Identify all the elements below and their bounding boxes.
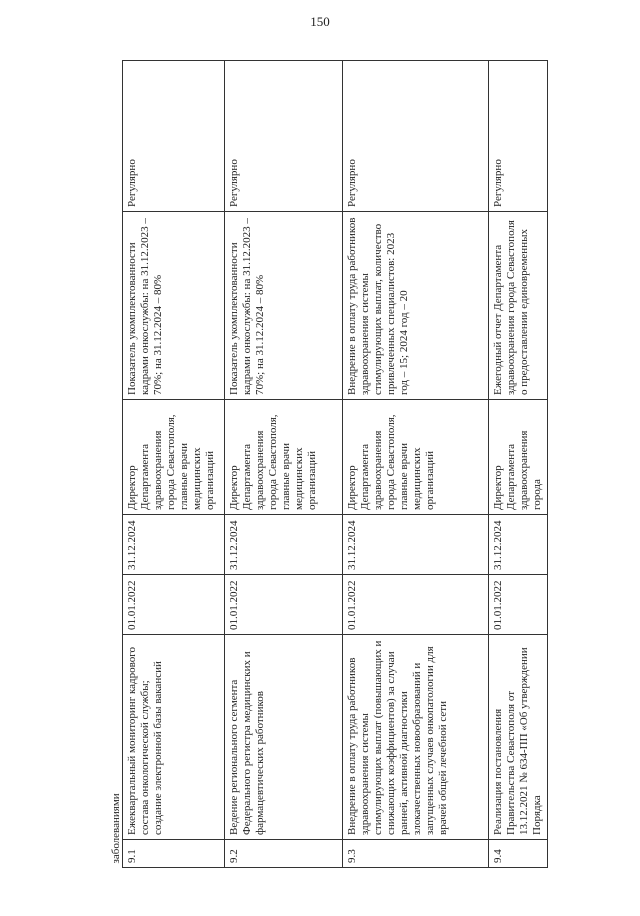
- periodicity: Регулярно: [123, 61, 225, 212]
- start-date: 01.01.2022: [489, 575, 548, 635]
- responsible: Директор Департамента здравоохранения города: [489, 400, 548, 515]
- responsible: Директор Департамента здравоохранения города Севастополя, главные врачи медицинских организаций: [123, 400, 225, 515]
- row-number: 9.4: [489, 840, 548, 868]
- activity-name: Ежеквартальный мониторинг кадрового состава онкологической службы; создание электронной базы вакансий: [123, 635, 225, 840]
- periodicity: Регулярно: [343, 61, 489, 212]
- result: Показатель укомплектованности кадрами онкослужбы: на 31.12.2023 – 70%; на 31.12.2024 – 80%: [225, 212, 343, 400]
- result: Показатель укомплектованности кадрами онкослужбы: на 31.12.2023 – 70%; на 31.12.2024 – 80%: [123, 212, 225, 400]
- periodicity: Регулярно: [489, 61, 548, 212]
- result: Внедрение в оплату труда работников здравоохранения системы стимулирующих выплат, количество привлеченных специалистов: 2023 год – 15; 2024 год – 20: [343, 212, 489, 400]
- activity-name: Внедрение в оплату труда работников здравоохранения системы стимулирующих выплат (повышающих и снижающих коэффициентов) за случаи ранней, активной диагностики злокачественных новообразований и запущенных случаев онкопатологии для врачей общей лечебной сети: [343, 635, 489, 840]
- responsible: Директор Департамента здравоохранения города Севастополя, главные врачи медицинских организаций: [343, 400, 489, 515]
- responsible: Директор Департамента здравоохранения города Севастополя, главные врачи медицинских организаций: [225, 400, 343, 515]
- start-date: 01.01.2022: [225, 575, 343, 635]
- activity-name: Реализация постановления Правительства Севастополя от 13.12.2021 № 634-ПП «Об утверждении Порядка: [489, 635, 548, 840]
- page-number: 150: [310, 14, 330, 29]
- category-row: [111, 61, 123, 868]
- end-date: 31.12.2024: [225, 515, 343, 575]
- activity-name: Ведение регионального сегмента Федерального регистра медицинских и фармацевтических работников: [225, 635, 343, 840]
- table-row: [343, 61, 489, 868]
- periodicity: Регулярно: [225, 61, 343, 212]
- start-date: 01.01.2022: [123, 575, 225, 635]
- row-number: 9.3: [343, 840, 489, 868]
- end-date: 31.12.2024: [123, 515, 225, 575]
- end-date: 31.12.2024: [489, 515, 548, 575]
- plan-table: [111, 60, 548, 868]
- table-row: [225, 61, 343, 868]
- row-number: 9.1: [123, 840, 225, 868]
- result: Ежегодный отчет Департамента здравоохранения города Севастополя о предоставлении единовременных: [489, 212, 548, 400]
- category-label: заболеваниями: [111, 61, 123, 868]
- end-date: 31.12.2024: [343, 515, 489, 575]
- rotated-table-container: [110, 60, 543, 868]
- row-number: 9.2: [225, 840, 343, 868]
- table-row: [123, 61, 225, 868]
- table-row: [489, 61, 548, 868]
- start-date: 01.01.2022: [343, 575, 489, 635]
